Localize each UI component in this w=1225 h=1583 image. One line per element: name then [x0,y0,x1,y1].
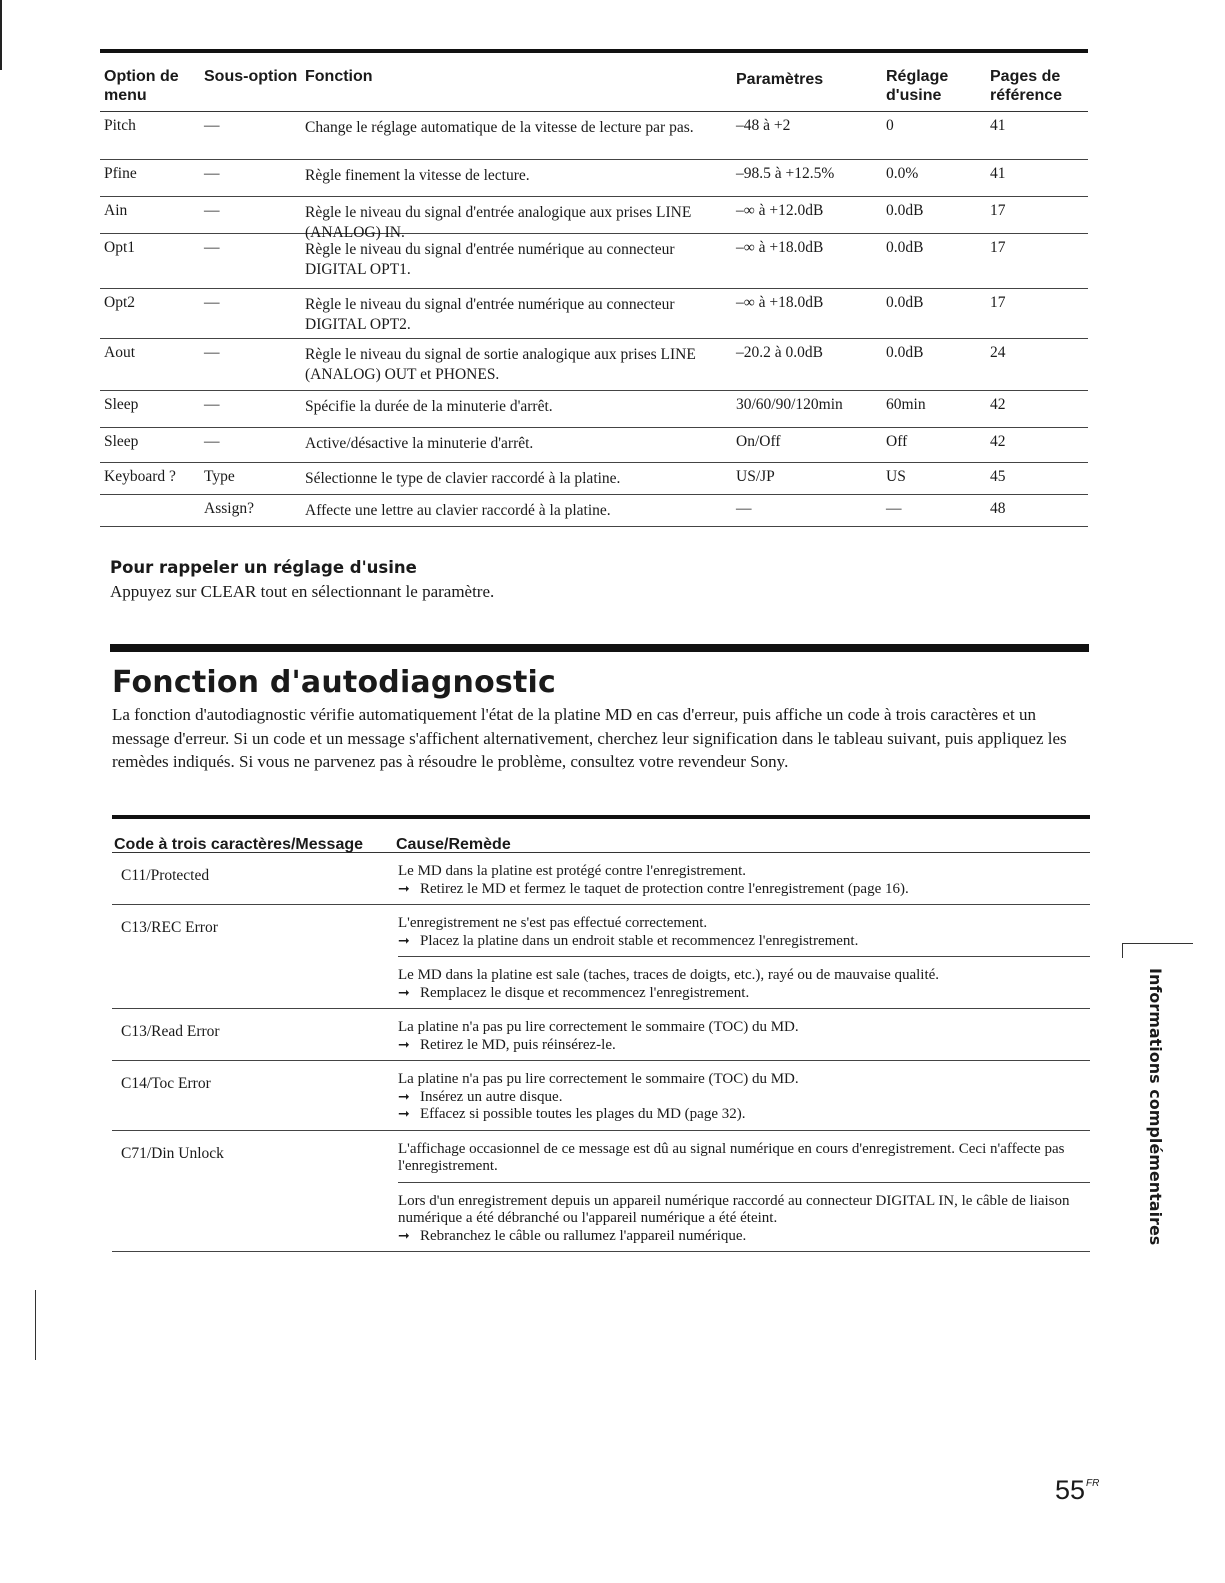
cause-text: La platine n'a pas pu lire correctement le sommaire (TOC) du MD. [398,1019,799,1035]
cell-parameters: –20.2 à 0.0dB [736,344,823,361]
arrow-right-icon: ➞ [398,1227,410,1244]
cell-default: US [886,468,906,485]
cell-option: Sleep [104,396,139,413]
cell-cause-remedy [398,1131,1090,1182]
remedy-text: Retirez le MD et fermez le taquet de protection contre l'enregistrement (page 16). [420,880,909,897]
cell-function: Change le réglage automatique de la vitesse de lecture par pas. [305,119,694,136]
cell-cause-remedy [398,1009,1090,1060]
cell-page: 24 [990,344,1006,361]
page-number-value: 55 [1055,1475,1086,1505]
cell-suboption: — [204,396,220,413]
remedy-line [398,933,1090,951]
cell-page: 41 [990,165,1006,182]
table-row [100,339,1088,391]
cell-parameters: US/JP [736,468,775,485]
cell-option: Ain [104,202,128,219]
table-row [100,197,1088,241]
arrow-right-icon: ➞ [398,1036,410,1053]
arrow-right-icon: ➞ [398,932,410,949]
cell-page: 48 [990,500,1006,517]
cause-text: Le MD dans la platine est protégé contre l'enregistrement. [398,863,746,879]
cell-code: C71/Din Unlock [121,1144,224,1162]
remedy-line [398,1106,1090,1124]
cell-function: Sélectionne le type de clavier raccordé à la platine. [305,470,621,487]
table-header [112,819,1090,852]
section-rule [110,644,1089,652]
table-row [100,391,1088,428]
table-row [100,428,1088,463]
cause-text: Le MD dans la platine est sale (taches, traces de doigts, etc.), rayé ou de mauvaise qualité. [398,967,940,983]
cell-default: Off [886,433,908,450]
cell-page: 17 [990,294,1006,311]
cell-function: Spécifie la durée de la minuterie d'arrêt. [305,398,553,415]
recall-text: Appuyez sur CLEAR tout en sélectionnant le paramètre. [110,582,495,601]
remedy-line [398,1037,1090,1055]
cell-suboption: — [204,202,220,219]
cell-page: 42 [990,433,1006,450]
table-body [100,112,1088,527]
table-row [112,1061,1090,1131]
table-row [100,463,1088,495]
cell-default: 0.0% [886,165,919,182]
cause-text: Lors d'un enregistrement depuis un appareil numérique raccordé au connecteur DIGITAL IN, le câble de liaison numérique a été débranché ou l'appareil numérique a été éteint. [398,1192,1070,1226]
remedy-line [398,881,1090,899]
side-tab-bracket [1122,943,1193,958]
table-header [100,53,1088,111]
cell-suboption: Type [204,468,235,485]
cell-option: Sleep [104,433,139,450]
cell-parameters: –98.5 à +12.5% [736,165,835,182]
cell-function: Règle le niveau du signal d'entrée analogique aux prises LINE (ANALOG) IN. [305,204,692,241]
side-tab-label: Informations complémentaires [1146,968,1165,1246]
cell-suboption: — [204,165,220,182]
remedy-text: Placez la platine dans un endroit stable et recommencez l'enregistrement. [420,932,859,949]
side-tab [1143,968,1169,1258]
cause-text: L'enregistrement ne s'est pas effectué correctement. [398,915,708,931]
page-edge [0,0,2,70]
table-row [100,112,1088,160]
cell-code: C13/Read Error [121,1023,220,1040]
section-intro: La fonction d'autodiagnostic vérifie automatiquement l'état de la platine MD en cas d'erreur, puis affiche un code à trois caractères et un message d'erreur. Si un code et un message s'affichent alternativement, cherchez leur signification dans le tableau suivant, puis appliquez les remèdes indiqués. Si vous ne parvenez pas à résoudre le problème, consultez votre revendeur Sony. [112,705,1067,771]
header-option: Option de menu [104,68,179,104]
diagnostic-table [112,815,1090,1252]
remedy-text: Insérez un autre disque. [420,1088,563,1105]
menu-options-table [100,49,1088,527]
cell-function: Affecte une lettre au clavier raccordé à la platine. [305,502,611,519]
header-pages: Pages de référence [990,68,1063,104]
arrow-right-icon: ➞ [398,1088,410,1105]
margin-mark [35,1290,36,1360]
table-row [112,905,1090,1009]
cell-code: C14/Toc Error [121,1075,211,1092]
remedy-text: Retirez le MD, puis réinsérez-le. [420,1036,616,1053]
section-title: Fonction d'autodiagnostic [112,665,556,700]
cell-suboption: — [204,294,220,311]
table-row [112,853,1090,905]
cell-option: Pitch [104,117,136,134]
cell-parameters: On/Off [736,433,781,450]
cell-suboption: — [204,117,220,134]
cell-default: 0.0dB [886,294,924,311]
cell-page: 17 [990,202,1006,219]
cell-suboption: Assign? [204,500,254,517]
cell-parameters: –∞ à +12.0dB [736,202,824,219]
cell-default: 0.0dB [886,239,924,256]
remedy-line [398,1228,1090,1246]
cell-suboption: — [204,433,220,450]
remedy-line [398,1089,1090,1107]
cell-cause-remedy [398,853,1090,904]
cell-option: Aout [104,344,135,361]
cell-option: Opt2 [104,294,135,311]
remedy-text: Effacez si possible toutes les plages du MD (page 32). [420,1106,746,1122]
table-row [100,160,1088,197]
cell-parameters: 30/60/90/120min [736,396,843,413]
recall-heading: Pour rappeler un réglage d'usine [110,558,417,577]
cell-function: Règle le niveau du signal d'entrée numérique au connecteur DIGITAL OPT1. [305,241,675,278]
cell-default: 60min [886,396,926,413]
cell-option: Opt1 [104,239,135,256]
cell-function: Règle le niveau du signal d'entrée numérique au connecteur DIGITAL OPT2. [305,296,675,333]
arrow-right-icon: ➞ [398,880,410,897]
cell-cause-remedy [398,1182,1090,1252]
cell-option: Pfine [104,165,137,182]
cell-code: C13/REC Error [121,919,218,936]
cell-code: C11/Protected [121,867,210,884]
cause-text: L'affichage occasionnel de ce message est dû au signal numérique en cours d'enregistrement. Ceci n'affecte pas l'enregistrement. [398,1140,1065,1174]
cell-function: Règle finement la vitesse de lecture. [305,167,530,184]
remedy-text: Rebranchez le câble ou rallumez l'appareil numérique. [420,1227,747,1244]
header-function: Fonction [305,68,373,85]
cell-parameters: — [736,500,752,517]
page-number [1055,1475,1099,1506]
cell-suboption: — [204,239,220,256]
arrow-right-icon: ➞ [398,1106,410,1122]
page-number-suffix: FR [1086,1478,1100,1489]
cell-parameters: –48 à +2 [736,117,791,134]
header-parameters: Paramètres [736,71,824,88]
table-row [112,1131,1090,1253]
cell-option: Keyboard ? [104,468,176,485]
cell-parameters: –∞ à +18.0dB [736,239,824,256]
arrow-right-icon: ➞ [398,984,410,1001]
remedy-line [398,985,1090,1003]
header-default: Réglage d'usine [886,68,949,104]
cell-cause-remedy [398,905,1090,956]
cell-parameters: –∞ à +18.0dB [736,294,824,311]
table-row [100,495,1088,527]
table-row [100,289,1088,339]
cell-default: 0.0dB [886,202,924,219]
table-body [112,853,1090,1252]
cell-page: 42 [990,396,1006,413]
cell-page: 41 [990,117,1006,134]
cell-page: 45 [990,468,1006,485]
header-suboption: Sous-option [204,68,298,85]
cell-default: 0.0dB [886,344,924,361]
cell-suboption: — [204,344,220,361]
header-code: Code à trois caractères/Message [114,836,364,853]
cause-text: La platine n'a pas pu lire correctement le sommaire (TOC) du MD. [398,1071,799,1087]
cell-default: — [886,500,902,517]
table-row [112,1009,1090,1061]
cell-function: Règle le niveau du signal de sortie analogique aux prises LINE (ANALOG) OUT et PHONES. [305,346,696,383]
cell-page: 17 [990,239,1006,256]
cell-cause-remedy [398,1061,1090,1130]
header-cause: Cause/Remède [396,836,511,853]
table-row [100,234,1088,289]
cell-default: 0 [886,117,894,134]
cell-cause-remedy [398,956,1090,1008]
remedy-text: Remplacez le disque et recommencez l'enregistrement. [420,984,750,1001]
cell-function: Active/désactive la minuterie d'arrêt. [305,435,534,452]
